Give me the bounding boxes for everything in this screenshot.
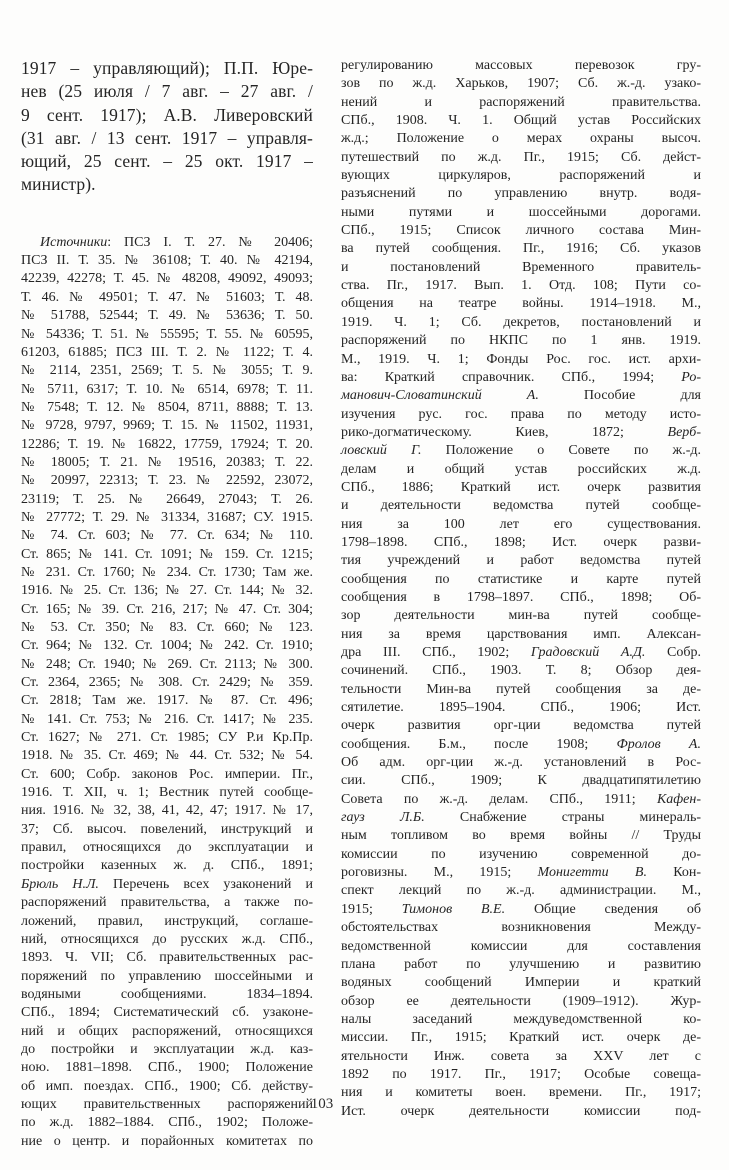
text-line: ж.д.; Положение о мерах охраны высоч. — [341, 131, 701, 147]
text-line: ным топливом во время войны // Труды — [341, 828, 701, 844]
text-line: правил, относящихся до эксплуатации и — [21, 840, 313, 856]
text-line: М., 1919. Ч. 1; Фонды Рос. гос. ист. архи- — [341, 351, 701, 367]
text-line: 12286; Т. 19. № 16822, 17759, 17924; Т. 20. — [21, 436, 313, 452]
text-line: манович-Словатинский А. Пособие для — [341, 388, 701, 404]
text-line: сообщения. Б.м., после 1908; Фролов А. — [341, 736, 701, 752]
text-line: 1918. № 35. Ст. 469; № 44. Ст. 532; № 54. — [21, 748, 313, 764]
text-line: рико-догматическому. Киев, 1872; Верб- — [341, 424, 701, 440]
text-line: № 20997, 22313; Т. 23. № 22592, 23072, — [21, 473, 313, 489]
text-line: ства. Пг., 1917. Вып. 1. Отд. 108; Пути со- — [341, 278, 701, 294]
text-line: СПб., 1886; Краткий ист. очерк развития — [341, 479, 701, 495]
text-line: сии. СПб., 1909; К двадцатипятилетию — [341, 773, 701, 789]
text-line: № 7548; Т. 12. № 8504, 8711, 8888; Т. 13. — [21, 399, 313, 415]
text-line: ною. 1881–1898. СПб., 1900; Положение — [21, 1060, 313, 1076]
text-line: № 27772; Т. 29. № 31334, 31687; СУ. 1915. — [21, 509, 313, 525]
text-line: ПСЗ II. Т. 35. № 36108; Т. 40. № 42194, — [21, 253, 313, 269]
text-line: спект лекций по ж.-д. администрации. М., — [341, 883, 701, 899]
text-line: путешествий по ж.д. Пг., 1915; Сб. дейст- — [341, 149, 701, 165]
text-line: 1798–1898. СПб., 1898; Ист. очерк разви- — [341, 534, 701, 550]
text-line: комиссии по изучению современной до- — [341, 846, 701, 862]
text-line: Ст. 1627; № 271. Ст. 1985; СУ Р.и Кр.Пр. — [21, 730, 313, 746]
text-line: ными путями и шоссейными дорогами. — [341, 204, 701, 220]
text-line: СПб., 1908. Ч. 1. Общий устав Российских — [341, 113, 701, 129]
text-line: ния за время царствования имп. Алексан- — [341, 626, 701, 642]
text-line: разъяснений по управлению внутр. водя- — [341, 186, 701, 202]
text-line: налы заседаний междуведомственной ко- — [341, 1011, 701, 1027]
text-line: Ст. 964; № 132. Ст. 1004; № 242. Ст. 1910; — [21, 638, 313, 654]
text-line: распоряжений по НКПС по 1 янв. 1919. — [341, 333, 701, 349]
text-line: гауз Л.Б. Снабжение страны минераль- — [341, 810, 701, 826]
text-line: № 141. Ст. 753; № 216. Ст. 1417; № 235. — [21, 711, 313, 727]
text-line: № 53. Ст. 350; № 83. Ст. 660; № 123. — [21, 620, 313, 635]
text-line: 1916. Т. XII, ч. 1; Вестник путей сообще- — [21, 785, 313, 801]
text-line: общения на театре войны. 1914–1918. М., — [341, 296, 701, 312]
text-line: № 231. Ст. 1760; № 234. Ст. 1730; Там же. — [21, 564, 313, 580]
text-line: ний, относящихся до русских ж.д. СПб., — [21, 931, 313, 947]
text-line: по ж.д. 1882–1884. СПб., 1902; Положе- — [21, 1115, 313, 1131]
right-column — [341, 57, 701, 1121]
text-line: № 2114, 2351, 2569; Т. 5. № 3055; Т. 9. — [21, 363, 313, 379]
text-line: зов по ж.д. Харьков, 1907; Сб. ж.-д. узако- — [341, 76, 701, 92]
text-line: СПб., 1894; Систематический сб. узаконе- — [21, 1005, 313, 1021]
text-line: ний и общих распоряжений, относящихся — [21, 1023, 313, 1039]
text-line: до постройки и эксплуатации ж.д. каз- — [21, 1041, 313, 1057]
text-line: нений и распоряжений правительства. — [341, 94, 701, 110]
text-line: роговизны. М., 1915; Монигетти В. Кон- — [341, 865, 701, 881]
text-line: ятельности Инж. совета за XXV лет с — [341, 1048, 701, 1064]
text-line: распоряжений правительства, а также по- — [21, 895, 313, 911]
text-line: водяных сообщений Империи и краткий — [341, 975, 701, 991]
text-line: 1919. Ч. 1; Сб. декретов, постановлений и — [341, 314, 701, 330]
text-line: 37; Сб. высоч. повелений, инструкций и — [21, 821, 313, 837]
text-line: 42239, 42278; Т. 45. № 48208, 49092, 49093; — [21, 271, 313, 287]
text-line: № 5711, 6317; Т. 10. № 6514, 6978; Т. 11. — [21, 381, 313, 397]
text-line: поряжений по управлению шоссейными и — [21, 968, 313, 984]
text-line: 1915; Тимонов В.Е. Общие сведения об — [341, 901, 701, 917]
text-line: и деятельности ведомства путей сообще- — [341, 498, 701, 514]
text-line: постройки казенных ж. д. СПб., 1891; — [21, 858, 313, 874]
text-line: № 54336; Т. 51. № 55595; Т. 55. № 60595, — [21, 326, 313, 342]
text-line: обстоятельствах возникновения Между- — [341, 920, 701, 936]
text-line: № 18005; Т. 21. № 19516, 20383; Т. 22. — [21, 454, 313, 470]
text-line: сообщения в 1798–1897. СПб., 1898; Об- — [341, 589, 701, 605]
text-line: Совета по ж.-д. делам. СПб., 1911; Кафен- — [341, 791, 701, 807]
text-line: Ст. 2818; Там же. 1917. № 87. Ст. 496; — [21, 693, 313, 709]
text-line: Ист. очерк деятельности комиссии под- — [341, 1103, 701, 1119]
text-line: Источники: ПСЗ I. Т. 27. № 20406; — [40, 234, 313, 250]
text-line: СПб., 1915; Список личного состава Мин- — [341, 223, 701, 239]
text-line: ведомственной комиссии для составления — [341, 938, 701, 954]
text-line: 23119; Т. 25. № 26649, 27043; Т. 26. — [21, 491, 313, 507]
text-line: № 248; Ст. 1940; № 269. Ст. 2113; № 300. — [21, 656, 313, 672]
text-line: 1916. № 25. Ст. 136; № 27. Ст. 144; № 32. — [21, 583, 313, 599]
text-line: и постановлений Временного правитель- — [341, 259, 701, 275]
text-line: (31 авг. / 13 сент. 1917 – управля- — [21, 127, 313, 148]
text-line: ва путей сообщения. Пг., 1916; Сб. указов — [341, 241, 701, 257]
text-line: тельности Мин-ва путей сообщения за де- — [341, 681, 701, 697]
text-line: миссии. Пг., 1915; Краткий ист. очерк де- — [341, 1030, 701, 1046]
text-line: ловский Г. Положение о Совете по ж.-д. — [341, 443, 702, 459]
text-line: ющих правительственных распоряжений — [21, 1096, 313, 1112]
text-line: сообщения по статистике и карте путей — [341, 571, 701, 587]
text-line: 9 сент. 1917); А.В. Ливеровский — [21, 104, 313, 125]
text-line: Т. 46. № 49501; Т. 47. № 51603; Т. 48. — [21, 289, 313, 305]
text-line: № 74. Ст. 603; № 77. Ст. 634; № 110. — [21, 528, 313, 544]
text-line: ющий, 25 сент. – 25 окт. 1917 – — [21, 151, 313, 172]
left-column — [21, 57, 313, 1151]
intro-paragraph — [21, 57, 313, 197]
text-line: очерк развития орг-ции ведомства путей — [341, 718, 701, 734]
text-line: № 51788, 52544; Т. 49. № 53636; Т. 50. — [21, 308, 313, 324]
text-line: № 9728, 9797, 9969; Т. 15. № 11502, 11931, — [21, 418, 313, 434]
text-line: плана работ по улучшению и развитию — [341, 956, 701, 972]
text-line: 1917 – управляющий); П.П. Юре- — [21, 58, 313, 78]
text-line: водяными сообщениями. 1834–1894. — [21, 986, 313, 1002]
text-line: дра III. СПб., 1902; Градовский А.Д. Собр. — [341, 645, 701, 660]
text-line: Об адм. орг-ции ж.-д. установлений в Рос- — [341, 755, 701, 771]
text-line: тия учреждений и работ ведомства путей — [341, 553, 701, 569]
text-line: Ст. 865; № 141. Ст. 1091; № 159. Ст. 1215; — [21, 546, 313, 562]
text-line: ложений, правил, инструкций, соглаше- — [21, 913, 313, 929]
text-line: сятилетие. 1895–1904. СПб., 1906; Ист. — [341, 700, 701, 716]
text-line: сочинений. СПб., 1903. Т. 8; Обзор дея- — [341, 663, 701, 679]
text-line: 1893. Ч. VII; Сб. правительственных рас- — [21, 950, 313, 966]
text-line: министр). — [21, 174, 96, 195]
sources-paragraph — [21, 234, 313, 1151]
text-line: зор деятельности мин-ва путей сообще- — [341, 608, 701, 624]
text-line: ва: Краткий справочник. СПб., 1994; Ро- — [341, 369, 701, 385]
text-line: изучения рус. гос. права по методу исто- — [341, 406, 701, 422]
text-line: ния за 100 лет его существования. — [341, 516, 701, 532]
text-line: нев (25 июля / 7 авг. – 27 авг. / — [21, 81, 313, 102]
text-line: вующих циркуляров, распоряжений и — [341, 168, 701, 184]
text-line: 61203, 61885; ПСЗ III. Т. 2. № 1122; Т. 4. — [21, 344, 313, 360]
text-line: Ст. 2364, 2365; № 308. Ст. 2429; № 359. — [21, 675, 313, 691]
page-number: 103 — [310, 1096, 334, 1112]
text-line: делам и общий устав российских ж.д. — [341, 461, 701, 477]
text-line: Ст. 165; № 39. Ст. 216, 217; № 47. Ст. 304; — [21, 601, 313, 617]
text-line: 1892 по 1917. Пг., 1917; Особые совеща- — [341, 1066, 701, 1082]
text-line: Брюль Н.Л. Перечень всех узаконений и — [21, 876, 313, 892]
text-line: Ст. 600; Собр. законов Рос. империи. Пг., — [21, 766, 313, 782]
text-line: обзор ее деятельности (1909–1912). Жур- — [341, 993, 701, 1009]
text-line: регулированию массовых перевозок гру- — [341, 58, 701, 73]
text-line: ния и комитеты воен. времени. Пг., 1917; — [341, 1085, 701, 1101]
text-line: об имп. поездах. СПб., 1900; Сб. действу- — [21, 1078, 313, 1094]
text-line: ние о центр. и порайонных комитетах по — [21, 1133, 313, 1149]
text-line: ния. 1916. № 32, 38, 41, 42, 47; 1917. № 17, — [21, 803, 313, 819]
